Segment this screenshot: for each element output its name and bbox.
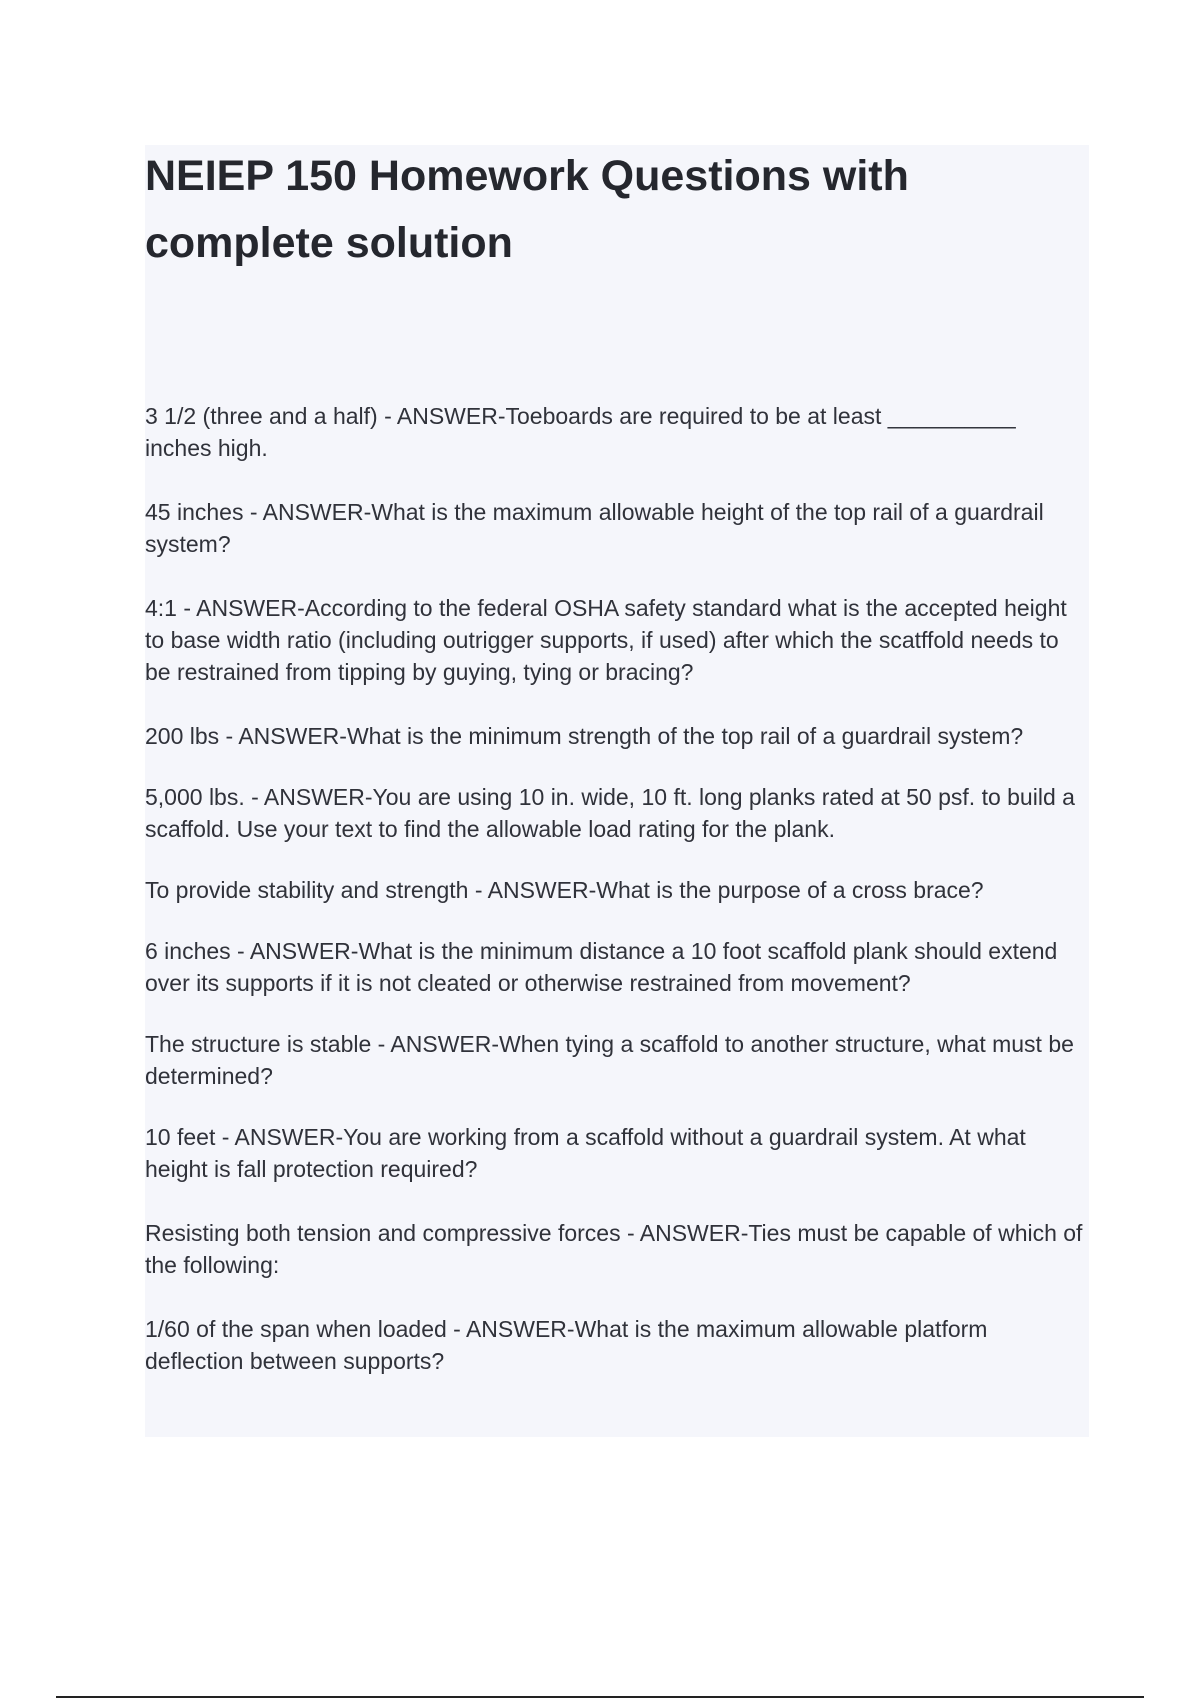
- qa-item-3: 4:1 - ANSWER-According to the federal OSHA safety standard what is the accepted height to base width ratio (including outrigger supports, if used) after which the scatffold needs to be restrained from tipping by guying, tying or bracing?: [145, 595, 1067, 685]
- document-title: NEIEP 150 Homework Questions with complete solution: [145, 152, 909, 267]
- qa-item-11: 1/60 of the span when loaded - ANSWER-What is the maximum allowable platform deflection between supports?: [145, 1316, 988, 1374]
- qa-item-8: The structure is stable - ANSWER-When tying a scaffold to another structure, what must be determined?: [145, 1031, 1074, 1089]
- qa-item-6: To provide stability and strength - ANSWER-What is the purpose of a cross brace?: [145, 877, 984, 903]
- qa-item-5: 5,000 lbs. - ANSWER-You are using 10 in. wide, 10 ft. long planks rated at 50 psf. to build a scaffold. Use your text to find the allowable load rating for the plank.: [145, 784, 1075, 842]
- qa-item-4: 200 lbs - ANSWER-What is the minimum strength of the top rail of a guardrail system?: [145, 723, 1024, 749]
- footer-divider: [56, 1696, 1144, 1698]
- qa-item-7: 6 inches - ANSWER-What is the minimum distance a 10 foot scaffold plank should extend over its supports if it is not cleated or otherwise restrained from movement?: [145, 938, 1058, 996]
- qa-item-9: 10 feet - ANSWER-You are working from a scaffold without a guardrail system. At what height is fall protection required?: [145, 1124, 1026, 1182]
- qa-item-10: Resisting both tension and compressive forces - ANSWER-Ties must be capable of which of the following:: [145, 1220, 1083, 1278]
- qa-item-2: 45 inches - ANSWER-What is the maximum allowable height of the top rail of a guardrail system?: [145, 499, 1044, 557]
- qa-list: [145, 400, 1085, 1409]
- qa-item-1: 3 1/2 (three and a half) - ANSWER-Toeboards are required to be at least __________ inches high.: [145, 403, 1016, 461]
